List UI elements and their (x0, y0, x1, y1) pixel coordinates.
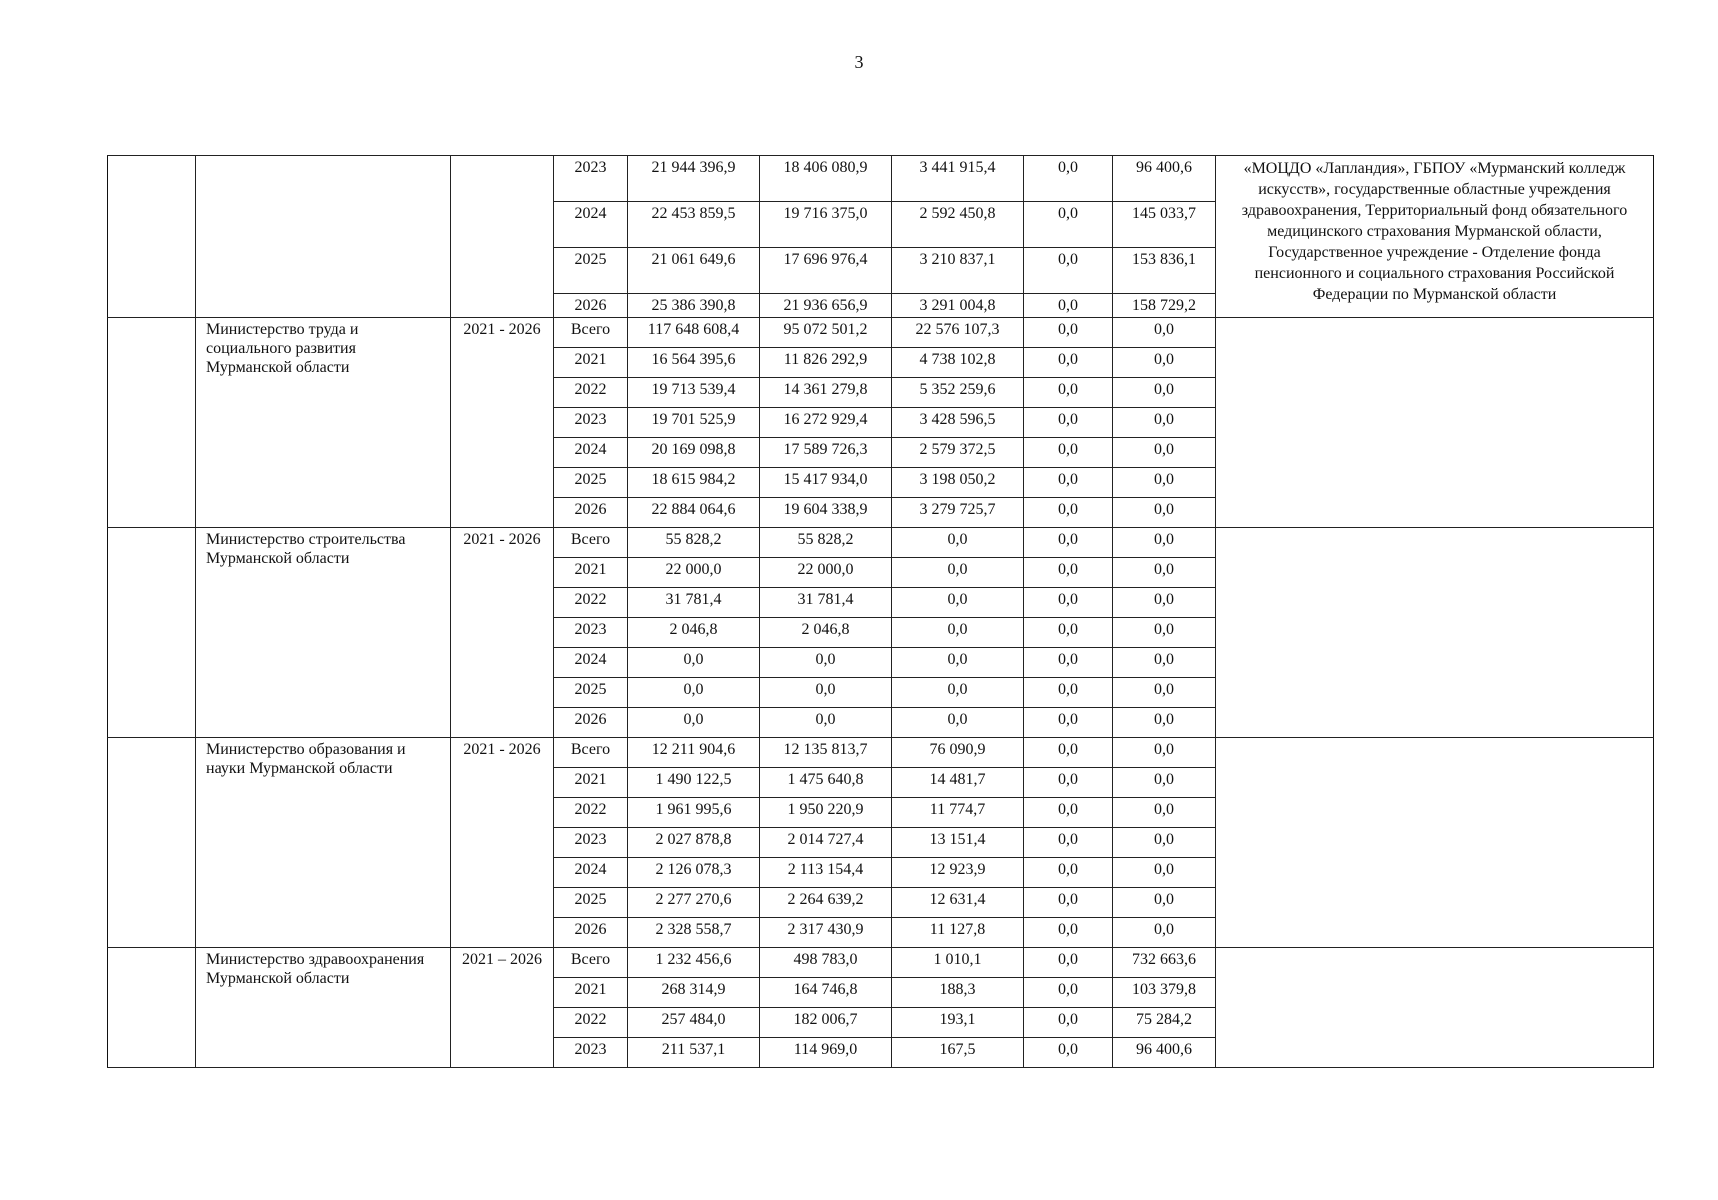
value-cell-total: 55 828,2 (628, 528, 760, 558)
executors-note-cell (1216, 318, 1654, 528)
value-cell-other: 0,0 (1113, 348, 1216, 378)
value-cell-other: 0,0 (1113, 378, 1216, 408)
year-cell: 2021 (554, 558, 628, 588)
value-cell-other: 0,0 (1113, 318, 1216, 348)
value-cell-local: 0,0 (1024, 888, 1113, 918)
value-cell-other: 0,0 (1113, 888, 1216, 918)
value-cell-other: 0,0 (1113, 408, 1216, 438)
value-cell-federal: 4 738 102,8 (892, 348, 1024, 378)
value-cell-other: 0,0 (1113, 768, 1216, 798)
value-cell-federal: 0,0 (892, 528, 1024, 558)
year-cell: 2024 (554, 438, 628, 468)
value-cell-regional: 182 006,7 (760, 1008, 892, 1038)
continuation-section (108, 156, 1654, 318)
year-cell: Всего (554, 528, 628, 558)
value-cell-other: 0,0 (1113, 558, 1216, 588)
year-cell: 2021 (554, 348, 628, 378)
value-cell-regional: 12 135 813,7 (760, 738, 892, 768)
value-cell-other: 0,0 (1113, 648, 1216, 678)
value-cell-other: 96 400,6 (1113, 1038, 1216, 1068)
value-cell-regional: 55 828,2 (760, 528, 892, 558)
value-cell-federal: 3 198 050,2 (892, 468, 1024, 498)
value-cell-local: 0,0 (1024, 708, 1113, 738)
year-cell: 2023 (554, 618, 628, 648)
value-cell-total: 31 781,4 (628, 588, 760, 618)
value-cell-other: 103 379,8 (1113, 978, 1216, 1008)
value-cell-regional: 21 936 656,9 (760, 294, 892, 318)
value-cell-local: 0,0 (1024, 438, 1113, 468)
year-cell: 2026 (554, 498, 628, 528)
value-cell-federal: 13 151,4 (892, 828, 1024, 858)
value-cell-regional: 95 072 501,2 (760, 318, 892, 348)
ministry-name-cell: Министерство здравоохранения Мурманской области (196, 948, 451, 1068)
value-cell-local: 0,0 (1024, 348, 1113, 378)
table-row (108, 156, 1654, 202)
ministry-block (108, 528, 1654, 738)
empty-number-cell (108, 948, 196, 1068)
value-cell-local: 0,0 (1024, 588, 1113, 618)
value-cell-total: 1 490 122,5 (628, 768, 760, 798)
value-cell-total: 25 386 390,8 (628, 294, 760, 318)
executors-note-cell: «МОЦДО «Лапландия», ГБПОУ «Мурманский колледж искусств», государственные областные учреждения здравоохранения, Территориальный фонд обязательного медицинского страхования Мурманской области, Государственное учреждение - Отделение фонда пенсионного и социального страхования Российской Федерации по Мурманской области (1216, 156, 1654, 318)
value-cell-federal: 0,0 (892, 558, 1024, 588)
value-cell-regional: 1 475 640,8 (760, 768, 892, 798)
value-cell-regional: 14 361 279,8 (760, 378, 892, 408)
value-cell-federal: 167,5 (892, 1038, 1024, 1068)
ministry-name-cell: Министерство труда и социального развития Мурманской области (196, 318, 451, 528)
table-row (108, 528, 1654, 558)
budget-table (107, 155, 1654, 1068)
value-cell-total: 257 484,0 (628, 1008, 760, 1038)
year-cell: Всего (554, 948, 628, 978)
value-cell-total: 0,0 (628, 708, 760, 738)
value-cell-other: 0,0 (1113, 828, 1216, 858)
empty-number-cell (108, 528, 196, 738)
value-cell-federal: 0,0 (892, 588, 1024, 618)
value-cell-regional: 2 113 154,4 (760, 858, 892, 888)
executors-note-cell (1216, 738, 1654, 948)
value-cell-federal: 5 352 259,6 (892, 378, 1024, 408)
value-cell-local: 0,0 (1024, 678, 1113, 708)
value-cell-federal: 22 576 107,3 (892, 318, 1024, 348)
value-cell-other: 0,0 (1113, 618, 1216, 648)
empty-number-cell (108, 156, 196, 318)
value-cell-regional: 0,0 (760, 648, 892, 678)
value-cell-local: 0,0 (1024, 202, 1113, 248)
value-cell-federal: 3 428 596,5 (892, 408, 1024, 438)
value-cell-local: 0,0 (1024, 768, 1113, 798)
table-row (108, 948, 1654, 978)
value-cell-regional: 17 589 726,3 (760, 438, 892, 468)
value-cell-regional: 2 046,8 (760, 618, 892, 648)
ministry-block (108, 738, 1654, 948)
value-cell-local: 0,0 (1024, 1038, 1113, 1068)
year-cell: 2023 (554, 408, 628, 438)
year-cell: 2022 (554, 588, 628, 618)
value-cell-regional: 16 272 929,4 (760, 408, 892, 438)
value-cell-regional: 22 000,0 (760, 558, 892, 588)
table-row (108, 738, 1654, 768)
value-cell-regional: 0,0 (760, 708, 892, 738)
year-cell: 2024 (554, 648, 628, 678)
year-cell: 2022 (554, 1008, 628, 1038)
value-cell-regional: 164 746,8 (760, 978, 892, 1008)
year-cell: 2021 (554, 768, 628, 798)
value-cell-local: 0,0 (1024, 498, 1113, 528)
value-cell-local: 0,0 (1024, 1008, 1113, 1038)
year-cell: 2026 (554, 294, 628, 318)
period-cell: 2021 - 2026 (451, 528, 554, 738)
value-cell-federal: 11 127,8 (892, 918, 1024, 948)
value-cell-federal: 3 210 837,1 (892, 248, 1024, 294)
value-cell-regional: 11 826 292,9 (760, 348, 892, 378)
value-cell-total: 22 000,0 (628, 558, 760, 588)
value-cell-total: 19 701 525,9 (628, 408, 760, 438)
value-cell-local: 0,0 (1024, 468, 1113, 498)
value-cell-federal: 14 481,7 (892, 768, 1024, 798)
value-cell-regional: 0,0 (760, 678, 892, 708)
value-cell-local: 0,0 (1024, 828, 1113, 858)
value-cell-other: 158 729,2 (1113, 294, 1216, 318)
value-cell-other: 0,0 (1113, 528, 1216, 558)
value-cell-local: 0,0 (1024, 156, 1113, 202)
value-cell-total: 19 713 539,4 (628, 378, 760, 408)
year-cell: 2023 (554, 156, 628, 202)
value-cell-local: 0,0 (1024, 798, 1113, 828)
year-cell: 2021 (554, 978, 628, 1008)
value-cell-federal: 193,1 (892, 1008, 1024, 1038)
value-cell-federal: 0,0 (892, 648, 1024, 678)
value-cell-federal: 76 090,9 (892, 738, 1024, 768)
value-cell-total: 2 277 270,6 (628, 888, 760, 918)
value-cell-regional: 19 604 338,9 (760, 498, 892, 528)
value-cell-federal: 2 592 450,8 (892, 202, 1024, 248)
value-cell-local: 0,0 (1024, 858, 1113, 888)
value-cell-regional: 18 406 080,9 (760, 156, 892, 202)
value-cell-total: 1 232 456,6 (628, 948, 760, 978)
value-cell-regional: 2 317 430,9 (760, 918, 892, 948)
value-cell-local: 0,0 (1024, 408, 1113, 438)
value-cell-other: 0,0 (1113, 678, 1216, 708)
value-cell-local: 0,0 (1024, 618, 1113, 648)
value-cell-local: 0,0 (1024, 558, 1113, 588)
value-cell-total: 0,0 (628, 678, 760, 708)
value-cell-regional: 498 783,0 (760, 948, 892, 978)
value-cell-regional: 2 014 727,4 (760, 828, 892, 858)
year-cell: Всего (554, 738, 628, 768)
year-cell: 2023 (554, 1038, 628, 1068)
value-cell-local: 0,0 (1024, 528, 1113, 558)
value-cell-total: 22 884 064,6 (628, 498, 760, 528)
ministry-block (108, 948, 1654, 1068)
value-cell-other: 75 284,2 (1113, 1008, 1216, 1038)
value-cell-federal: 3 291 004,8 (892, 294, 1024, 318)
value-cell-total: 2 328 558,7 (628, 918, 760, 948)
value-cell-total: 117 648 608,4 (628, 318, 760, 348)
value-cell-total: 18 615 984,2 (628, 468, 760, 498)
value-cell-total: 2 046,8 (628, 618, 760, 648)
year-cell: 2025 (554, 248, 628, 294)
empty-number-cell (108, 318, 196, 528)
value-cell-regional: 17 696 976,4 (760, 248, 892, 294)
value-cell-total: 211 537,1 (628, 1038, 760, 1068)
value-cell-federal: 188,3 (892, 978, 1024, 1008)
empty-org-cell (196, 156, 451, 318)
value-cell-total: 0,0 (628, 648, 760, 678)
value-cell-total: 20 169 098,8 (628, 438, 760, 468)
value-cell-other: 96 400,6 (1113, 156, 1216, 202)
value-cell-federal: 3 441 915,4 (892, 156, 1024, 202)
value-cell-total: 1 961 995,6 (628, 798, 760, 828)
value-cell-other: 0,0 (1113, 468, 1216, 498)
year-cell: 2025 (554, 888, 628, 918)
value-cell-federal: 12 923,9 (892, 858, 1024, 888)
value-cell-federal: 11 774,7 (892, 798, 1024, 828)
value-cell-local: 0,0 (1024, 294, 1113, 318)
value-cell-local: 0,0 (1024, 948, 1113, 978)
value-cell-other: 0,0 (1113, 738, 1216, 768)
value-cell-other: 153 836,1 (1113, 248, 1216, 294)
empty-period-cell (451, 156, 554, 318)
value-cell-total: 16 564 395,6 (628, 348, 760, 378)
table-row (108, 318, 1654, 348)
value-cell-total: 12 211 904,6 (628, 738, 760, 768)
value-cell-regional: 2 264 639,2 (760, 888, 892, 918)
value-cell-local: 0,0 (1024, 978, 1113, 1008)
value-cell-federal: 3 279 725,7 (892, 498, 1024, 528)
value-cell-federal: 12 631,4 (892, 888, 1024, 918)
value-cell-other: 0,0 (1113, 438, 1216, 468)
value-cell-total: 268 314,9 (628, 978, 760, 1008)
value-cell-other: 0,0 (1113, 588, 1216, 618)
value-cell-regional: 114 969,0 (760, 1038, 892, 1068)
ministry-name-cell: Министерство образования и науки Мурманской области (196, 738, 451, 948)
value-cell-regional: 19 716 375,0 (760, 202, 892, 248)
value-cell-other: 732 663,6 (1113, 948, 1216, 978)
year-cell: 2022 (554, 378, 628, 408)
value-cell-other: 0,0 (1113, 708, 1216, 738)
value-cell-total: 2 027 878,8 (628, 828, 760, 858)
period-cell: 2021 – 2026 (451, 948, 554, 1068)
value-cell-other: 0,0 (1113, 858, 1216, 888)
period-cell: 2021 - 2026 (451, 738, 554, 948)
value-cell-other: 0,0 (1113, 798, 1216, 828)
value-cell-local: 0,0 (1024, 378, 1113, 408)
value-cell-local: 0,0 (1024, 248, 1113, 294)
value-cell-total: 2 126 078,3 (628, 858, 760, 888)
year-cell: 2024 (554, 202, 628, 248)
value-cell-federal: 0,0 (892, 678, 1024, 708)
year-cell: 2026 (554, 918, 628, 948)
year-cell: 2024 (554, 858, 628, 888)
value-cell-federal: 1 010,1 (892, 948, 1024, 978)
value-cell-federal: 0,0 (892, 618, 1024, 648)
executors-note-cell (1216, 528, 1654, 738)
year-cell: 2023 (554, 828, 628, 858)
year-cell: 2025 (554, 468, 628, 498)
value-cell-local: 0,0 (1024, 648, 1113, 678)
value-cell-local: 0,0 (1024, 738, 1113, 768)
value-cell-regional: 1 950 220,9 (760, 798, 892, 828)
value-cell-local: 0,0 (1024, 318, 1113, 348)
value-cell-other: 0,0 (1113, 498, 1216, 528)
period-cell: 2021 - 2026 (451, 318, 554, 528)
year-cell: 2026 (554, 708, 628, 738)
value-cell-federal: 2 579 372,5 (892, 438, 1024, 468)
year-cell: 2022 (554, 798, 628, 828)
empty-number-cell (108, 738, 196, 948)
page-number: 3 (854, 52, 864, 72)
value-cell-other: 145 033,7 (1113, 202, 1216, 248)
value-cell-total: 21 061 649,6 (628, 248, 760, 294)
value-cell-local: 0,0 (1024, 918, 1113, 948)
value-cell-federal: 0,0 (892, 708, 1024, 738)
year-cell: Всего (554, 318, 628, 348)
year-cell: 2025 (554, 678, 628, 708)
value-cell-total: 22 453 859,5 (628, 202, 760, 248)
value-cell-total: 21 944 396,9 (628, 156, 760, 202)
executors-note-cell (1216, 948, 1654, 1068)
value-cell-other: 0,0 (1113, 918, 1216, 948)
value-cell-regional: 15 417 934,0 (760, 468, 892, 498)
value-cell-regional: 31 781,4 (760, 588, 892, 618)
ministry-name-cell: Министерство строительства Мурманской области (196, 528, 451, 738)
ministry-block (108, 318, 1654, 528)
